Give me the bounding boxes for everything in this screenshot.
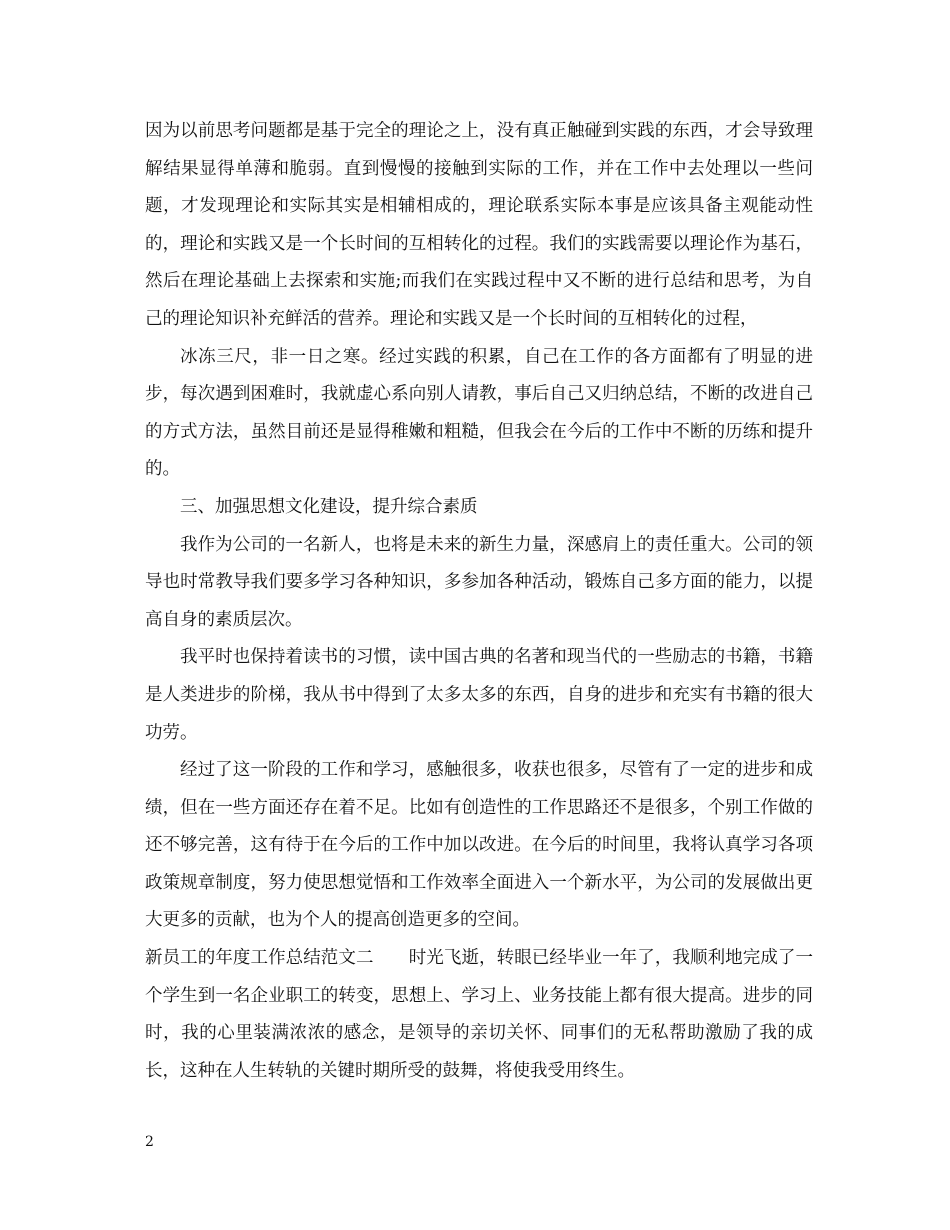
paragraph-theory-practice: 因为以前思考问题都是基于完全的理论之上，没有真正触碰到实践的东西，才会导致理解结果显得单薄和脆弱。直到慢慢的接触到实际的工作，并在工作中去处理以一些问题，才发现理论和实际其实是相辅相成的，理论联系实际本事是应该具备主观能动性的，理论和实践又是一个长时间的互相转化的过程。我们的实践需要以理论作为基石，然后在理论基础上去探索和实施;而我们在实践过程中又不断的进行总结和思考，为自己的理论知识补充鲜活的营养。理论和实践又是一个长时间的互相转化的过程， — [145, 121, 813, 329]
paragraph-reading: 我平时也保持着读书的习惯，读中国古典的名著和现当代的一些励志的书籍，书籍是人类进步的阶梯，我从书中得到了太多太多的东西，自身的进步和充实有书籍的很大功劳。 — [145, 647, 813, 743]
paragraph-accumulation: 冰冻三尺，非一日之寒。经过实践的积累，自己在工作的各方面都有了明显的进步，每次遇到困难时，我就虚心系向别人请教，事后自己又归纳总结，不断的改进自己的方式方法，虽然目前还是显得稚嫩和粗糙，但我会在今后的工作中不断的历练和提升的。 — [145, 346, 813, 480]
section-heading: 三、加强思想文化建设，提升综合素质 — [180, 496, 478, 517]
document-body — [145, 113, 813, 1090]
paragraph-summary: 经过了这一阶段的工作和学习，感触很多，收获也很多，尽管有了一定的进步和成绩，但在一些方面还存在着不足。比如有创造性的工作思路还不是很多，个别工作做的还不够完善，这有待于在今后的工作中加以改进。在今后的时间里，我将认真学习各项政策规章制度，努力使思想觉悟和工作效率全面进入一个新水平，为公司的发展做出更大更多的贡献，也为个人的提高创造更多的空间。 — [145, 760, 813, 931]
paragraph-sample-two: 新员工的年度工作总结范文二 时光飞逝，转眼已经毕业一年了，我顺利地完成了一个学生到一名企业职工的转变，思想上、学习上、业务技能上都有很大提高。进步的同时，我的心里装满浓浓的感念，是领导的亲切关怀、同事们的无私帮助激励了我的成长，这种在人生转轨的关键时期所受的鼓舞，将使我受用终生。 — [145, 948, 813, 1081]
page-number: 2 — [145, 1134, 154, 1150]
paragraph-new-member: 我作为公司的一名新人，也将是未来的新生力量，深感肩上的责任重大。公司的领导也时常教导我们要多学习各种知识，多参加各种活动，锻炼自己多方面的能力，以提高自身的素质层次。 — [145, 534, 813, 630]
